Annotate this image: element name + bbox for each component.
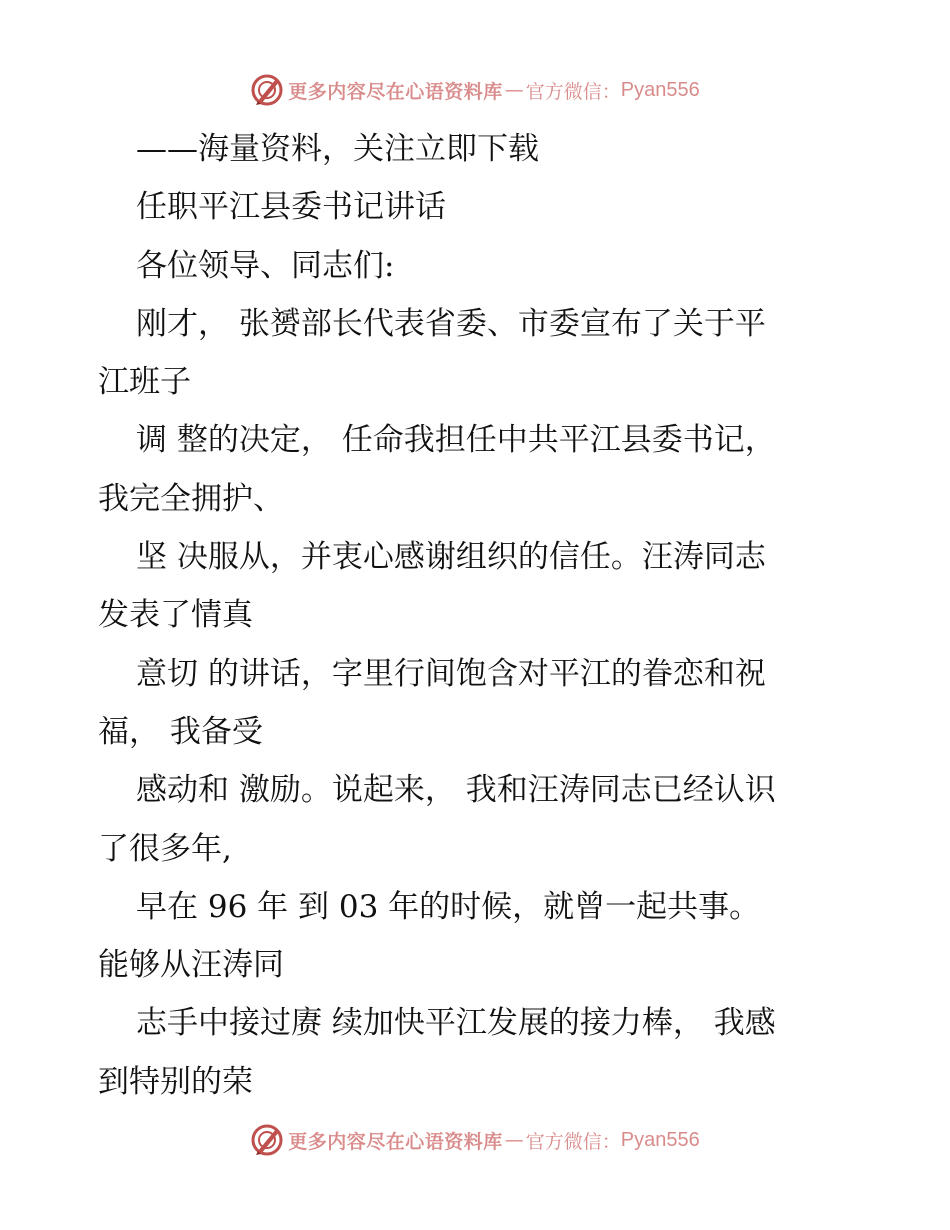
banner-wechat-label: 官方微信： xyxy=(525,1130,621,1153)
document-title: 任职平江县委书记讲话 xyxy=(136,189,446,226)
salutation: 各位领导、同志们: xyxy=(136,247,395,284)
text-line: 到特别的荣 xyxy=(98,1063,253,1100)
banner-wechat-id: Pyan556 xyxy=(620,1128,700,1151)
document-body xyxy=(98,120,858,1111)
text-line: 了很多年, xyxy=(98,830,232,867)
text-line: 福， 我备受 xyxy=(98,713,263,750)
banner-wechat-id: Pyan556 xyxy=(620,78,700,101)
banner-wechat-label: 官方微信： xyxy=(525,80,621,103)
text-line: 我完全拥护、 xyxy=(98,480,284,517)
text-line: 意切 的讲话，字里行间饱含对平江的眷恋和祝 xyxy=(136,655,766,692)
text-line: ——海量资料，关注立即下载 xyxy=(136,131,539,167)
banner-text: 更多内容尽在心语资料库 xyxy=(288,80,503,103)
text-line: 刚才， 张赟部长代表省委、市委宣布了关于平 xyxy=(136,305,766,342)
header-banner xyxy=(0,72,950,108)
text-line: 早在 96 年 到 03 年的时候，就曾一起共事。 xyxy=(136,888,761,925)
text-line: 江班子 xyxy=(98,364,191,401)
text-line: 发表了情真 xyxy=(98,597,253,634)
banner-separator: — xyxy=(504,1129,524,1151)
banner-text: 更多内容尽在心语资料库 xyxy=(288,1130,503,1153)
banner-separator: — xyxy=(504,79,524,101)
text-line: 能够从汪涛同 xyxy=(98,947,284,984)
text-line: 调 整的决定， 任命我担任中共平江县委书记， xyxy=(136,422,776,459)
pen-logo-icon xyxy=(250,73,284,107)
text-line: 坚 决服从，并衷心感谢组织的信任。汪涛同志 xyxy=(136,539,766,576)
pen-logo-icon xyxy=(250,1123,284,1157)
text-line: 感动和 激励。说起来， 我和汪涛同志已经认识 xyxy=(136,772,776,809)
footer-banner xyxy=(0,1122,950,1158)
text-line: 志手中接过赓 续加快平江发展的接力棒， 我感 xyxy=(136,1005,776,1042)
